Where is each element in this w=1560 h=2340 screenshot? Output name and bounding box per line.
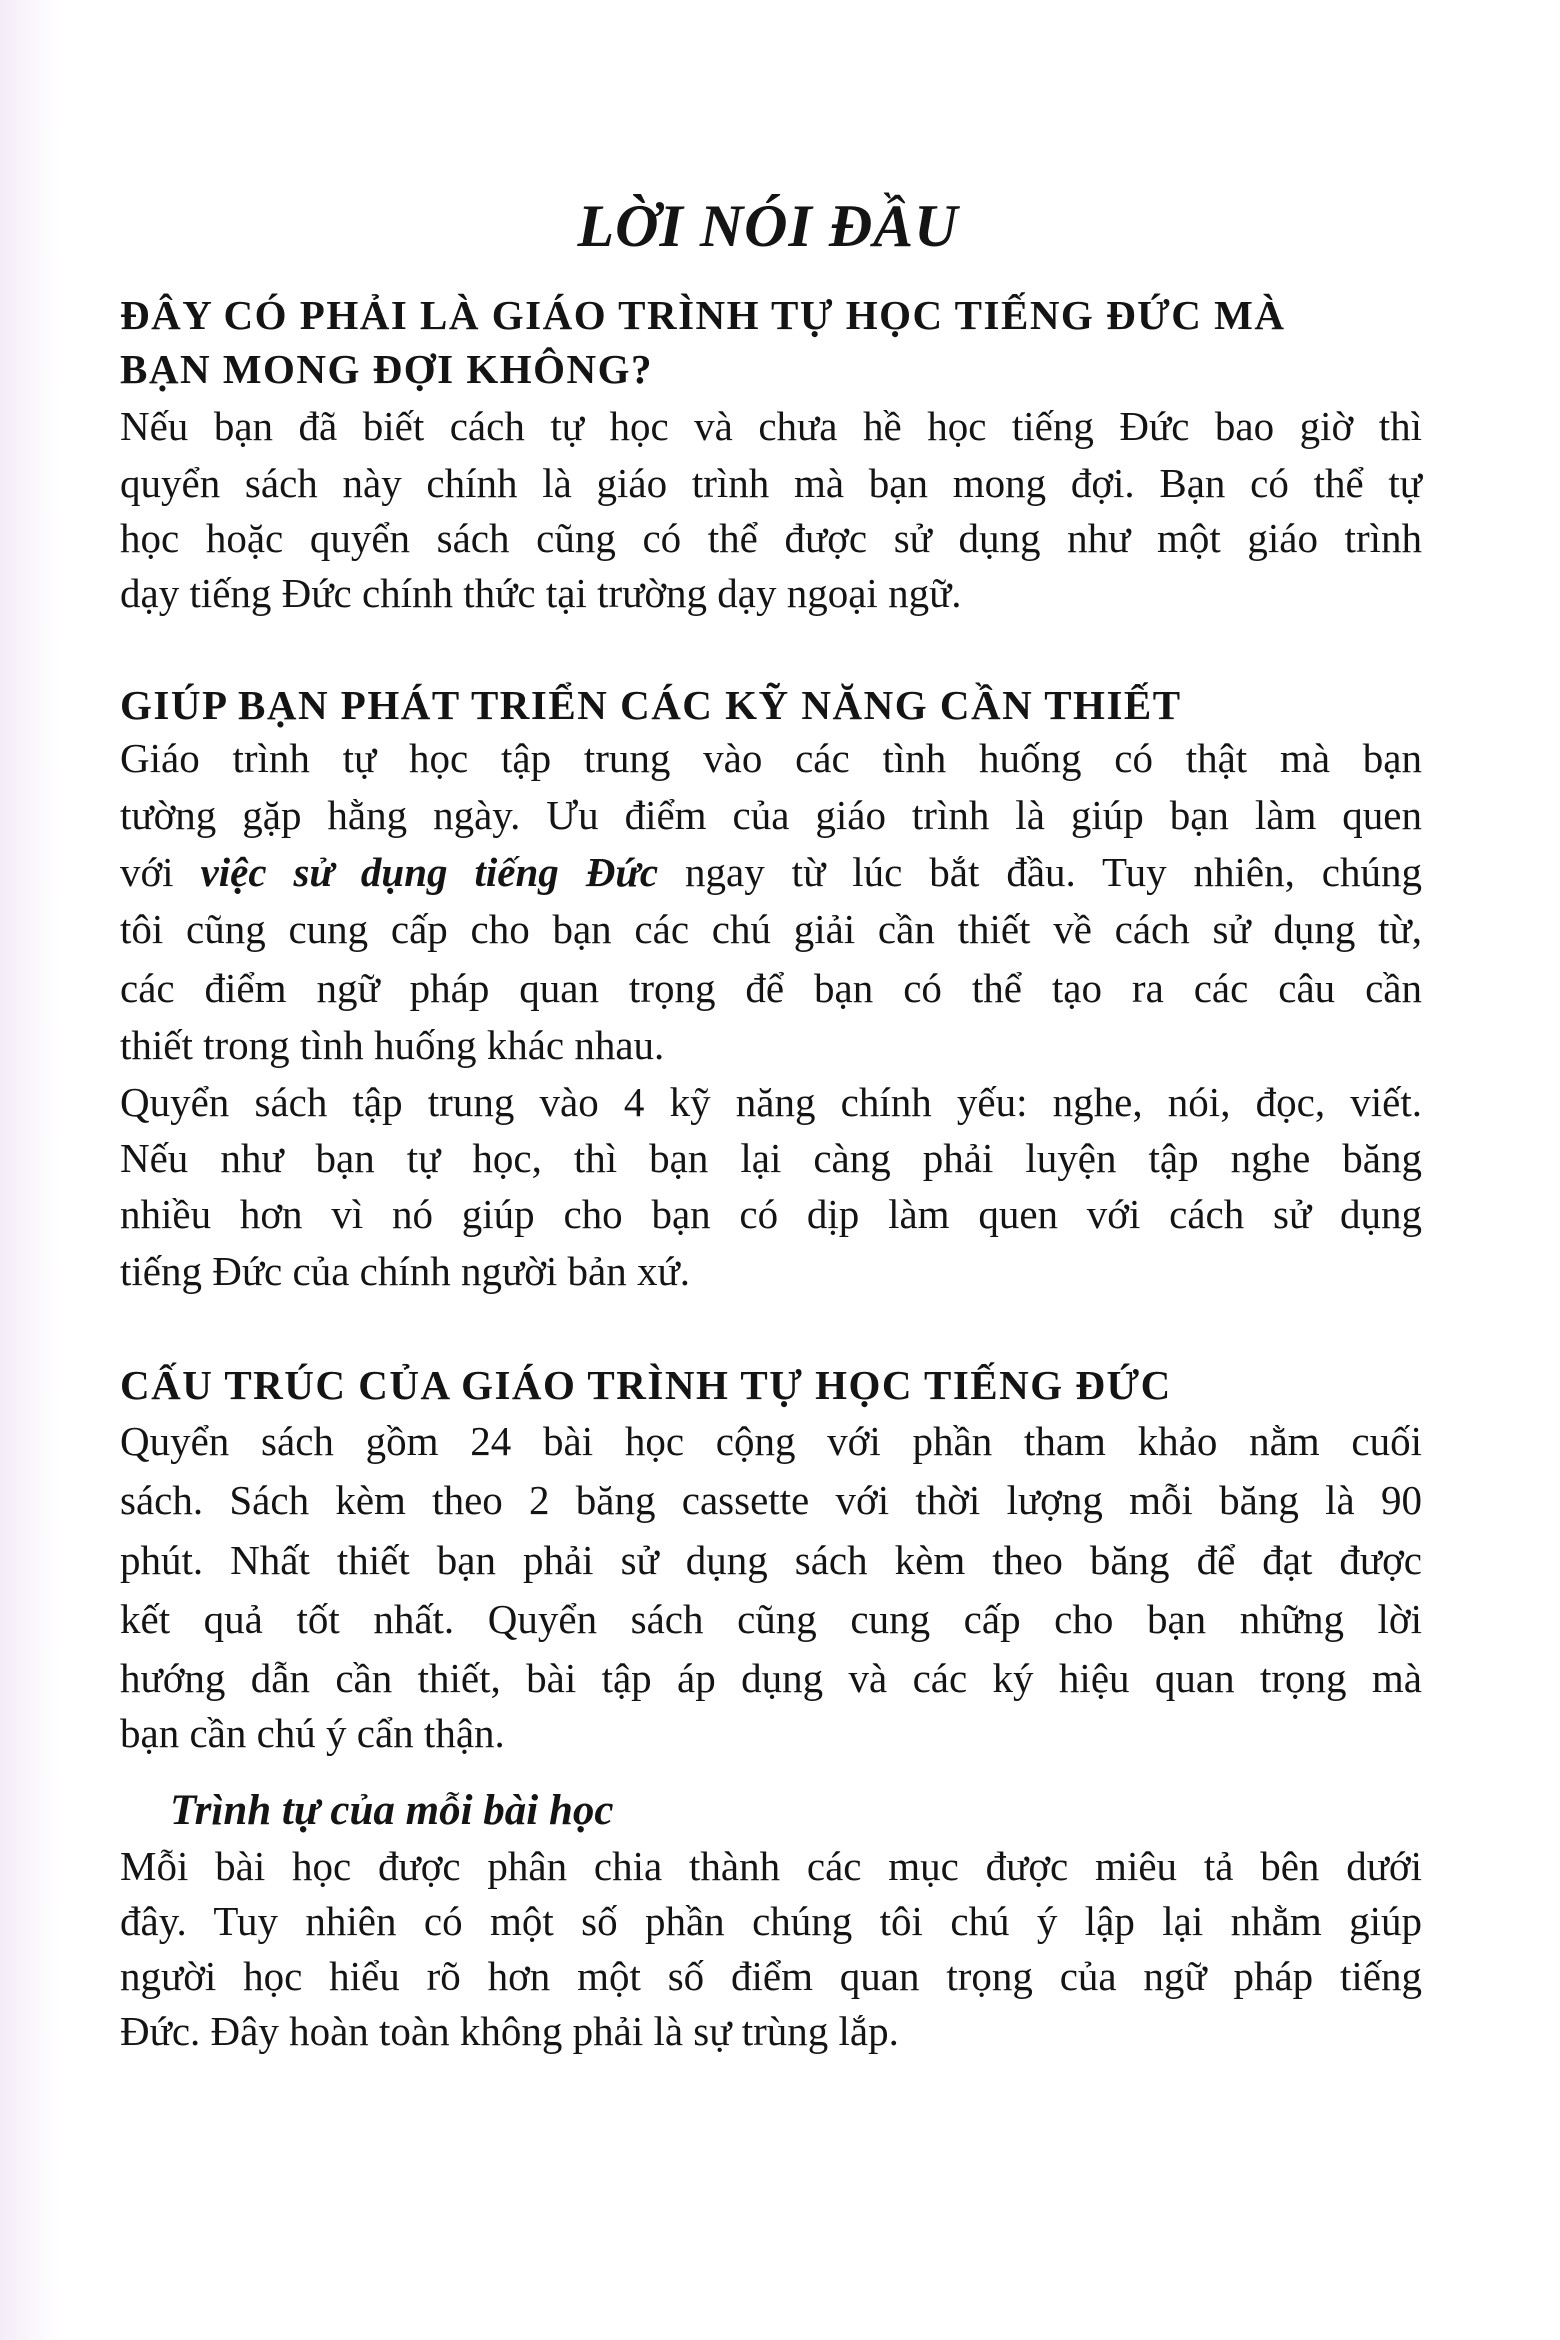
paragraph-line: các điểm ngữ pháp quan trọng để bạn có thể tạo ra các câu cần [120,965,1422,1011]
paragraph-line: nhiều hơn vì nó giúp cho bạn có dịp làm quen với cách sử dụng [120,1191,1422,1237]
paragraph-line: dạy tiếng Đức chính thức tại trường dạy ngoại ngữ. [120,570,962,616]
paragraph-line: tường gặp hằng ngày. Ưu điểm của giáo trình là giúp bạn làm quen [120,792,1422,838]
section-heading-3: CẤU TRÚC CỦA GIÁO TRÌNH TỰ HỌC TIẾNG ĐỨC [120,1362,1172,1408]
paragraph-line: kết quả tốt nhất. Quyển sách cũng cung cấp cho bạn những lời [120,1596,1422,1642]
paragraph-line: Mỗi bài học được phân chia thành các mục được miêu tả bên dưới [120,1843,1422,1889]
paragraph-line: Giáo trình tự học tập trung vào các tình huống có thật mà bạn [120,735,1422,781]
paragraph-line: sách. Sách kèm theo 2 băng cassette với thời lượng mỗi băng là 90 [120,1477,1422,1523]
section-heading-2: GIÚP BẠN PHÁT TRIỂN CÁC KỸ NĂNG CẦN THIẾT [120,682,1182,728]
paragraph-line-with-emphasis [120,847,1422,897]
paragraph-line: Quyển sách gồm 24 bài học cộng với phần tham khảo nằm cuối [120,1418,1422,1464]
subsection-heading: Trình tự của mỗi bài học [170,1787,614,1834]
line-post: ngay từ lúc bắt đầu. Tuy nhiên, chúng [658,849,1423,895]
paragraph-line: Đức. Đây hoàn toàn không phải là sự trùng lắp. [120,2008,899,2054]
page-title: LỜI NÓI ĐẦU [577,193,959,260]
emphasis-text: việc sử dụng tiếng Đức [200,849,659,895]
paragraph-line: tiếng Đức của chính người bản xứ. [120,1248,690,1294]
section-heading-1-line-1: ĐÂY CÓ PHẢI LÀ GIÁO TRÌNH TỰ HỌC TIẾNG ĐỨC MÀ [120,292,1286,338]
paragraph-line: người học hiểu rõ hơn một số điểm quan trọng của ngữ pháp tiếng [120,1953,1422,1999]
paragraph-line: học hoặc quyển sách cũng có thể được sử dụng như một giáo trình [120,515,1422,561]
paragraph-line: bạn cần chú ý cẩn thận. [120,1710,505,1756]
paragraph-line: tôi cũng cung cấp cho bạn các chú giải cần thiết về cách sử dụng từ, [120,906,1422,952]
line-pre: với [120,849,201,895]
paragraph-line: đây. Tuy nhiên có một số phần chúng tôi chú ý lập lại nhằm giúp [120,1898,1422,1944]
section-heading-1-line-2: BẠN MONG ĐỢI KHÔNG? [120,346,654,392]
paragraph-line: Nếu như bạn tự học, thì bạn lại càng phải luyện tập nghe băng [120,1135,1422,1181]
page-edge-tint [0,0,60,2340]
paragraph-line: phút. Nhất thiết bạn phải sử dụng sách kèm theo băng để đạt được [120,1537,1422,1583]
paragraph-line: Quyển sách tập trung vào 4 kỹ năng chính yếu: nghe, nói, đọc, viết. [120,1079,1422,1125]
paragraph-line: hướng dẫn cần thiết, bài tập áp dụng và các ký hiệu quan trọng mà [120,1655,1422,1701]
paragraph-line: thiết trong tình huống khác nhau. [120,1022,665,1068]
paragraph-line: Nếu bạn đã biết cách tự học và chưa hề học tiếng Đức bao giờ thì [120,403,1422,449]
paragraph-line: quyển sách này chính là giáo trình mà bạn mong đợi. Bạn có thể tự [120,460,1422,506]
